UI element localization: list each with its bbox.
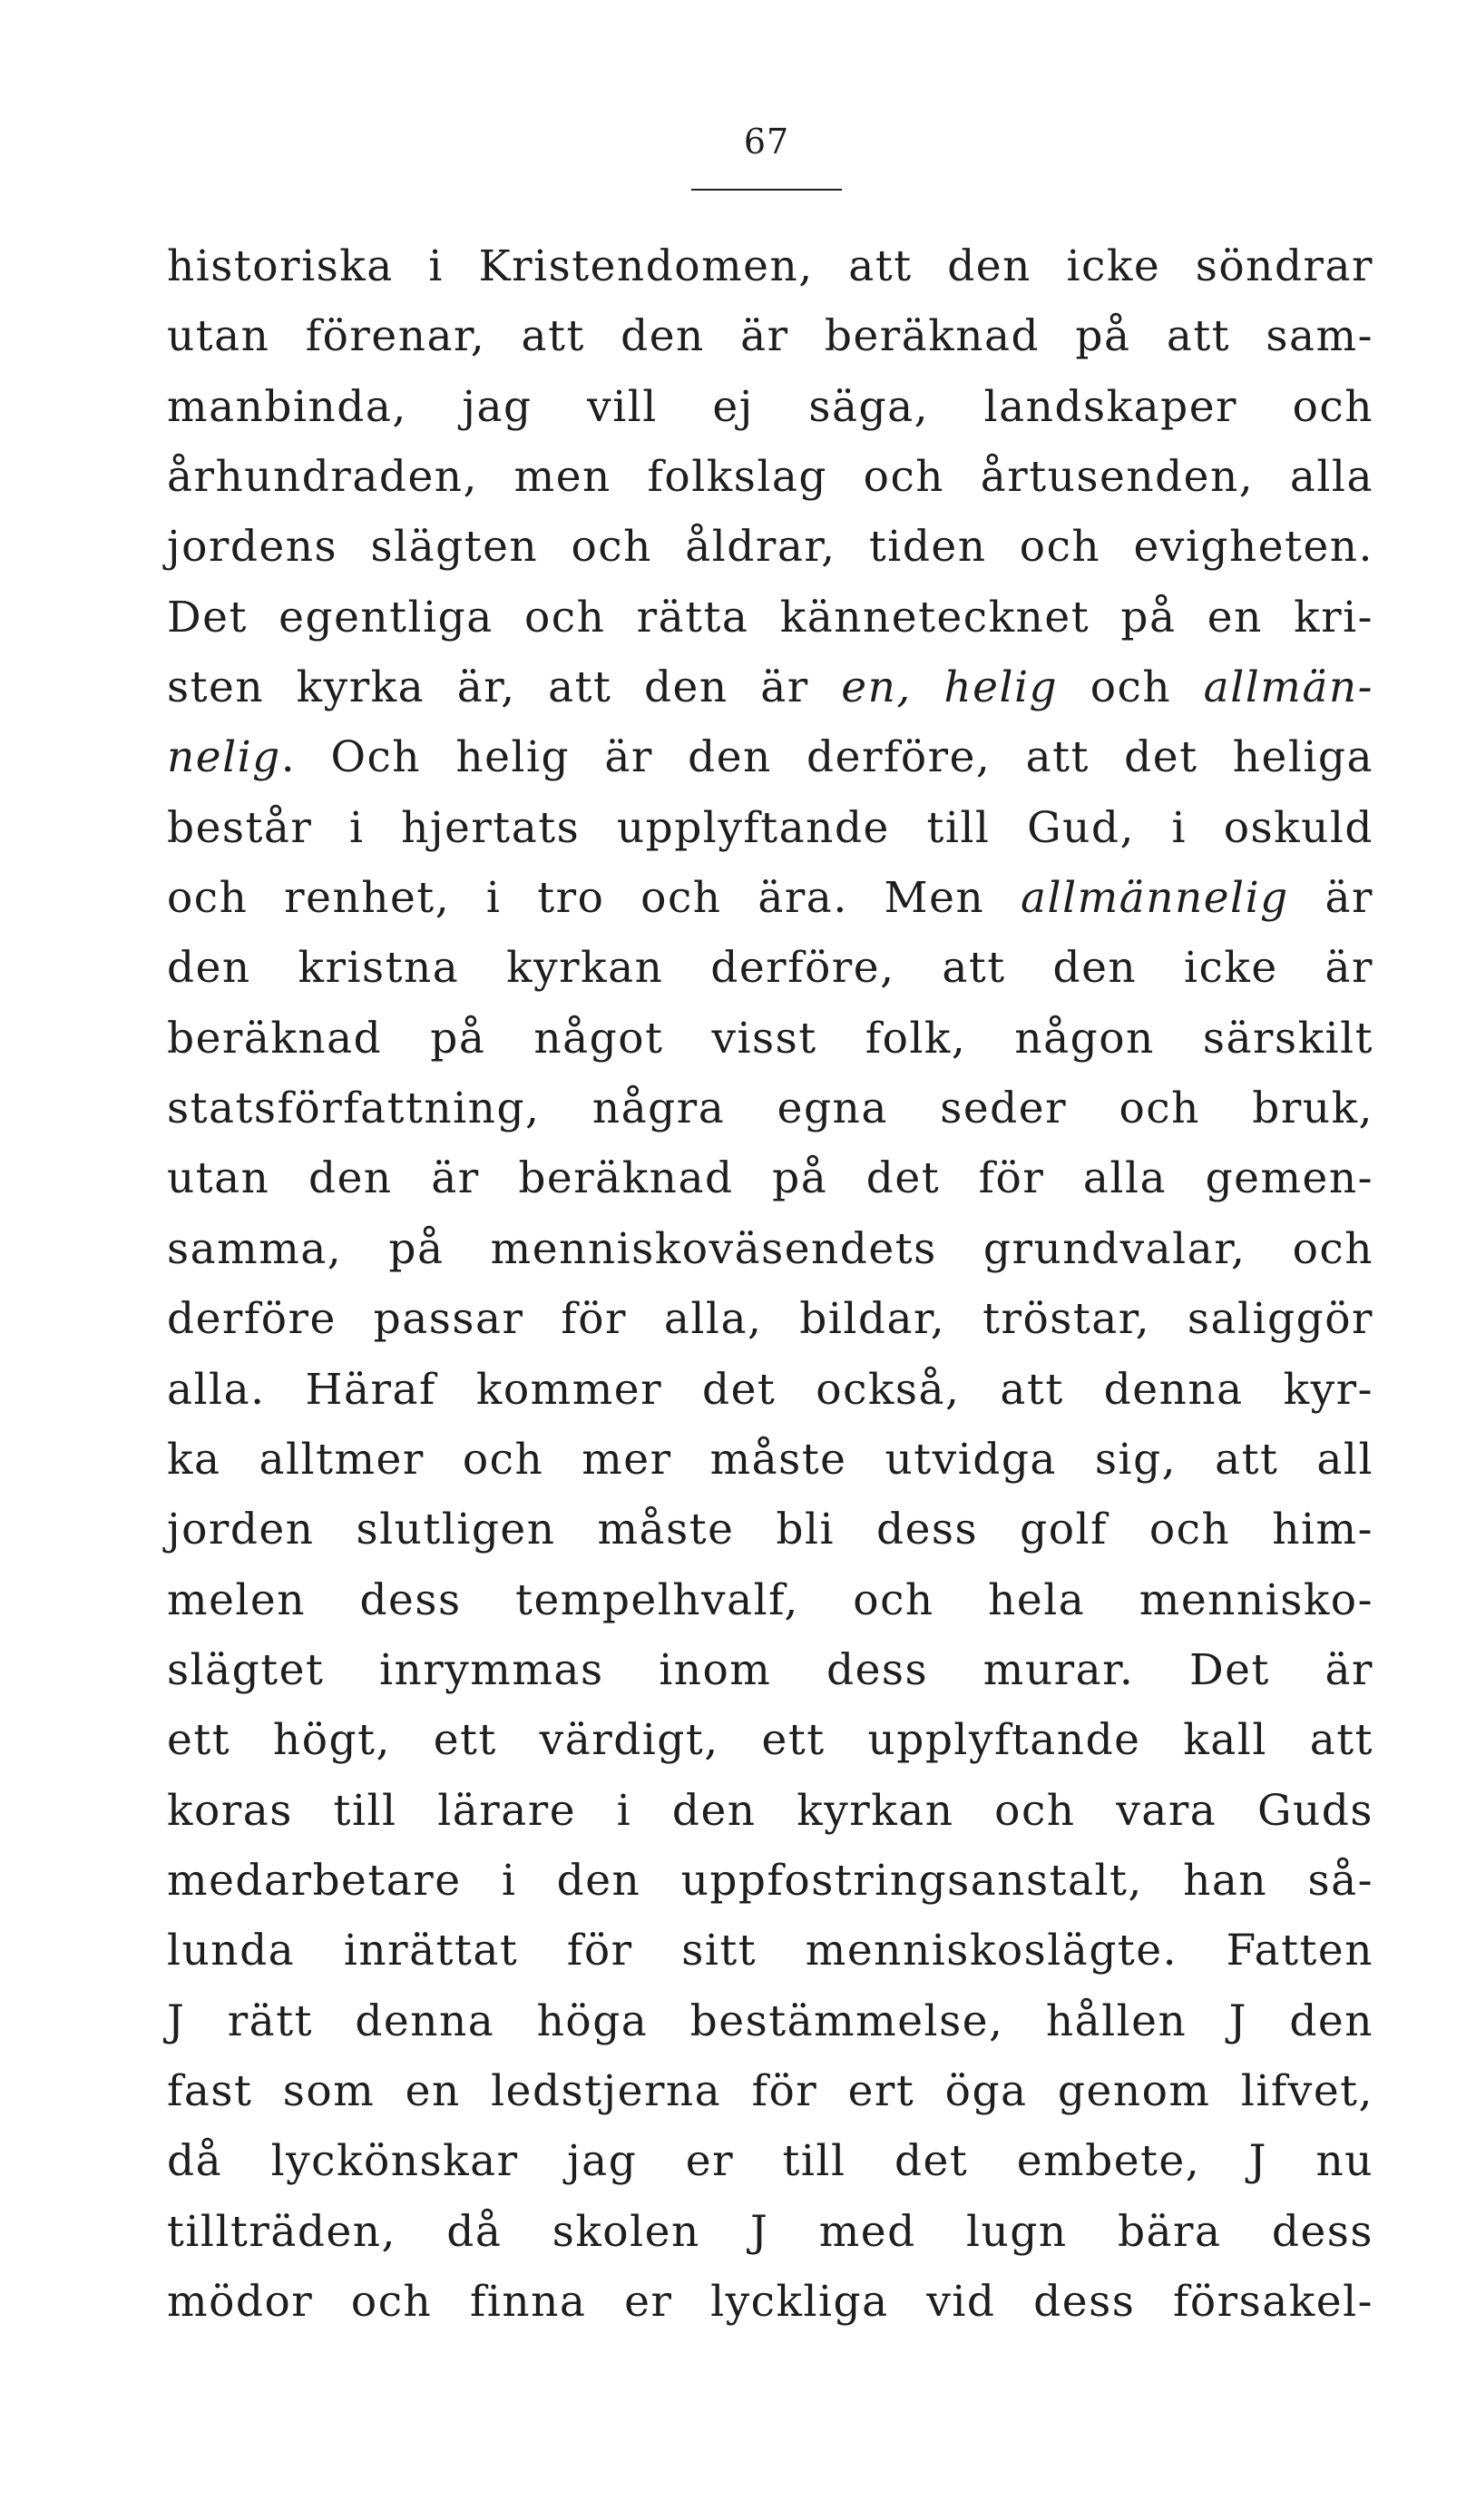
text-line xyxy=(167,1214,1373,1284)
text-segment: alla. Häraf kommer det också, att denna kyr- xyxy=(167,1364,1373,1415)
text-segment: sten kyrka är, att den är xyxy=(167,662,842,713)
text-segment: ett högt, ett värdigt, ett upplyftande kall att xyxy=(167,1715,1373,1766)
text-segment: är xyxy=(1288,873,1373,924)
text-segment: lunda inrättat för sitt menniskoslägte. Fatten xyxy=(167,1926,1373,1976)
text-line xyxy=(167,793,1373,863)
text-segment: jorden slutligen måste bli dess golf och him- xyxy=(167,1505,1373,1555)
text-segment: melen dess tempelhvalf, och hela mennisko- xyxy=(167,1574,1373,1625)
text-segment: statsförfattning, några egna seder och bruk, xyxy=(167,1084,1373,1134)
text-line xyxy=(167,1916,1373,1986)
text-segment: tillträden, då skolen J med lugn bära dess xyxy=(167,2206,1373,2257)
text-line xyxy=(167,231,1373,301)
text-segment: består i hjertats upplyftande till Gud, i oskuld xyxy=(167,802,1373,853)
text-segment: slägtet inrymmas inom dess murar. Det är xyxy=(167,1644,1373,1695)
text-segment: den kristna kyrkan derföre, att den icke är xyxy=(167,943,1373,994)
text-line xyxy=(167,1074,1373,1143)
text-line xyxy=(167,1143,1373,1213)
text-segment: historiska i Kristendomen, att den icke söndrar xyxy=(167,241,1373,291)
text-line xyxy=(167,1565,1373,1635)
text-segment: beräknad på något visst folk, någon särskilt xyxy=(167,1013,1373,1064)
italic-phrase: en, helig xyxy=(841,662,1059,713)
text-line xyxy=(167,583,1373,652)
text-line xyxy=(167,442,1373,512)
text-line xyxy=(167,1635,1373,1705)
text-segment: ka alltmer och mer måste utvidga sig, att all xyxy=(167,1434,1373,1485)
text-segment: och renhet, i tro och ära. Men xyxy=(167,873,1021,924)
text-line xyxy=(167,1355,1373,1425)
text-segment: J rätt denna höga bestämmelse, hållen J den xyxy=(167,1995,1373,2046)
italic-phrase: allmännelig xyxy=(1021,873,1289,924)
text-line xyxy=(167,1004,1373,1074)
text-line xyxy=(167,301,1373,371)
text-segment: då lyckönskar jag er till det embete, J nu xyxy=(167,2136,1373,2187)
text-segment: och xyxy=(1058,662,1204,713)
text-segment: derföre passar för alla, bildar, tröstar, saliggör xyxy=(167,1294,1373,1345)
italic-phrase: nelig xyxy=(167,732,281,783)
text-line xyxy=(167,652,1373,722)
text-line xyxy=(167,1284,1373,1354)
text-line xyxy=(167,372,1373,442)
text-segment: utan den är beräknad på det för alla gemen- xyxy=(167,1153,1373,1204)
text-segment: mödor och finna er lyckliga vid dess försakel- xyxy=(167,2276,1373,2327)
text-line xyxy=(167,1846,1373,1916)
text-line xyxy=(167,1495,1373,1564)
page-number-rule xyxy=(691,189,842,191)
text-line xyxy=(167,933,1373,1003)
text-line xyxy=(167,722,1373,792)
text-line xyxy=(167,1776,1373,1846)
text-line xyxy=(167,512,1373,582)
text-line xyxy=(167,2056,1373,2126)
text-line xyxy=(167,1705,1373,1775)
text-segment: . Och helig är den derföre, att det heliga xyxy=(280,732,1373,783)
page-number: 67 xyxy=(743,122,790,162)
text-segment: medarbetare i den uppfostringsanstalt, han så- xyxy=(167,1855,1373,1906)
text-segment: manbinda, jag vill ej säga, landskaper och xyxy=(167,381,1373,432)
text-line xyxy=(167,1986,1373,2056)
text-segment: jordens slägten och åldrar, tiden och evigheten. xyxy=(167,522,1373,573)
text-segment: utan förenar, att den är beräknad på att sam- xyxy=(167,311,1373,362)
italic-phrase: allmän- xyxy=(1203,662,1373,713)
text-line xyxy=(167,2267,1373,2337)
text-line xyxy=(167,2126,1373,2196)
text-segment: samma, på menniskoväsendets grundvalar, och xyxy=(167,1223,1373,1274)
text-segment: fast som en ledstjerna för ert öga genom lifvet, xyxy=(167,2065,1373,2116)
text-line xyxy=(167,1425,1373,1495)
text-segment: Det egentliga och rätta kännetecknet på en kri- xyxy=(167,592,1373,642)
text-segment: århundraden, men folkslag och årtusenden, alla xyxy=(167,452,1373,503)
text-line xyxy=(167,863,1373,933)
body-text xyxy=(167,231,1373,2337)
text-segment: koras till lärare i den kyrkan och vara Guds xyxy=(167,1785,1373,1836)
text-line xyxy=(167,2197,1373,2267)
